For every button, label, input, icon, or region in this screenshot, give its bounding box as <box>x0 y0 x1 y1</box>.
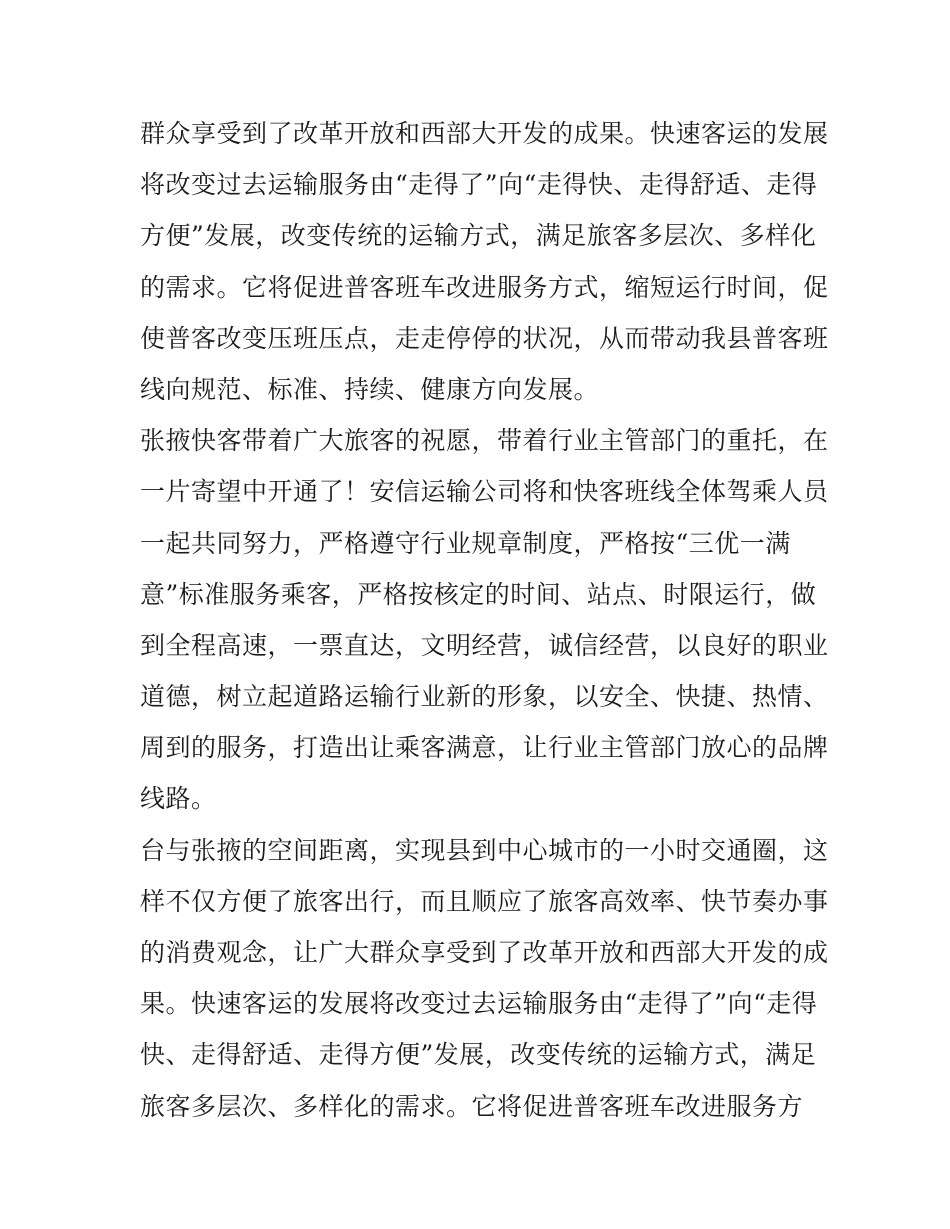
text-line: 道德，树立起道路运输行业新的形象，以安全、快捷、热情、 <box>140 682 829 712</box>
text-line: 周到的服务，打造出让乘客满意，让行业主管部门放心的品牌 <box>140 733 829 763</box>
text-line: 到全程高速，一票直达，文明经营，诚信经营，以良好的职业 <box>140 630 829 660</box>
document-body <box>140 108 829 1132</box>
text-line: 果。快速客运的发展将改变过去运输服务由“走得了”向“走得 <box>140 989 818 1019</box>
text-line: 线向规范、标准、持续、健康方向发展。 <box>140 374 600 404</box>
text-line: 快、走得舒适、走得方便”发展，改变传统的运输方式，满足 <box>140 1040 817 1070</box>
text-line: 方便”发展，改变传统的运输方式，满足旅客多层次、多样化 <box>140 221 817 251</box>
text-line: 使普客改变压班压点，走走停停的状况，从而带动我县普客班 <box>140 323 829 353</box>
text-line: 一片寄望中开通了！安信运输公司将和快客班线全体驾乘人员 <box>140 477 829 507</box>
text-line: 一起共同努力，严格遵守行业规章制度，严格按“三优一满 <box>140 528 791 558</box>
text-line: 旅客多层次、多样化的需求。它将促进普客班车改进服务方 <box>140 1091 804 1121</box>
text-line: 的需求。它将促进普客班车改进服务方式，缩短运行时间，促 <box>140 272 829 302</box>
text-line: 台与张掖的空间距离，实现县到中心城市的一小时交通圈，这 <box>140 835 829 865</box>
text-line: 样不仅方便了旅客出行，而且顺应了旅客高效率、快节奏办事 <box>140 886 829 916</box>
text-line: 将改变过去运输服务由“走得了”向“走得快、走得舒适、走得 <box>140 170 818 200</box>
text-line: 线路。 <box>140 784 217 814</box>
text-line: 意”标准服务乘客，严格按核定的时间、站点、时限运行，做 <box>140 579 817 609</box>
text-line: 张掖快客带着广大旅客的祝愿，带着行业主管部门的重托，在 <box>140 426 829 456</box>
text-line: 的消费观念，让广大群众享受到了改革开放和西部大开发的成 <box>140 938 829 967</box>
text-line: 群众享受到了改革开放和西部大开发的成果。快速客运的发展 <box>140 119 829 148</box>
